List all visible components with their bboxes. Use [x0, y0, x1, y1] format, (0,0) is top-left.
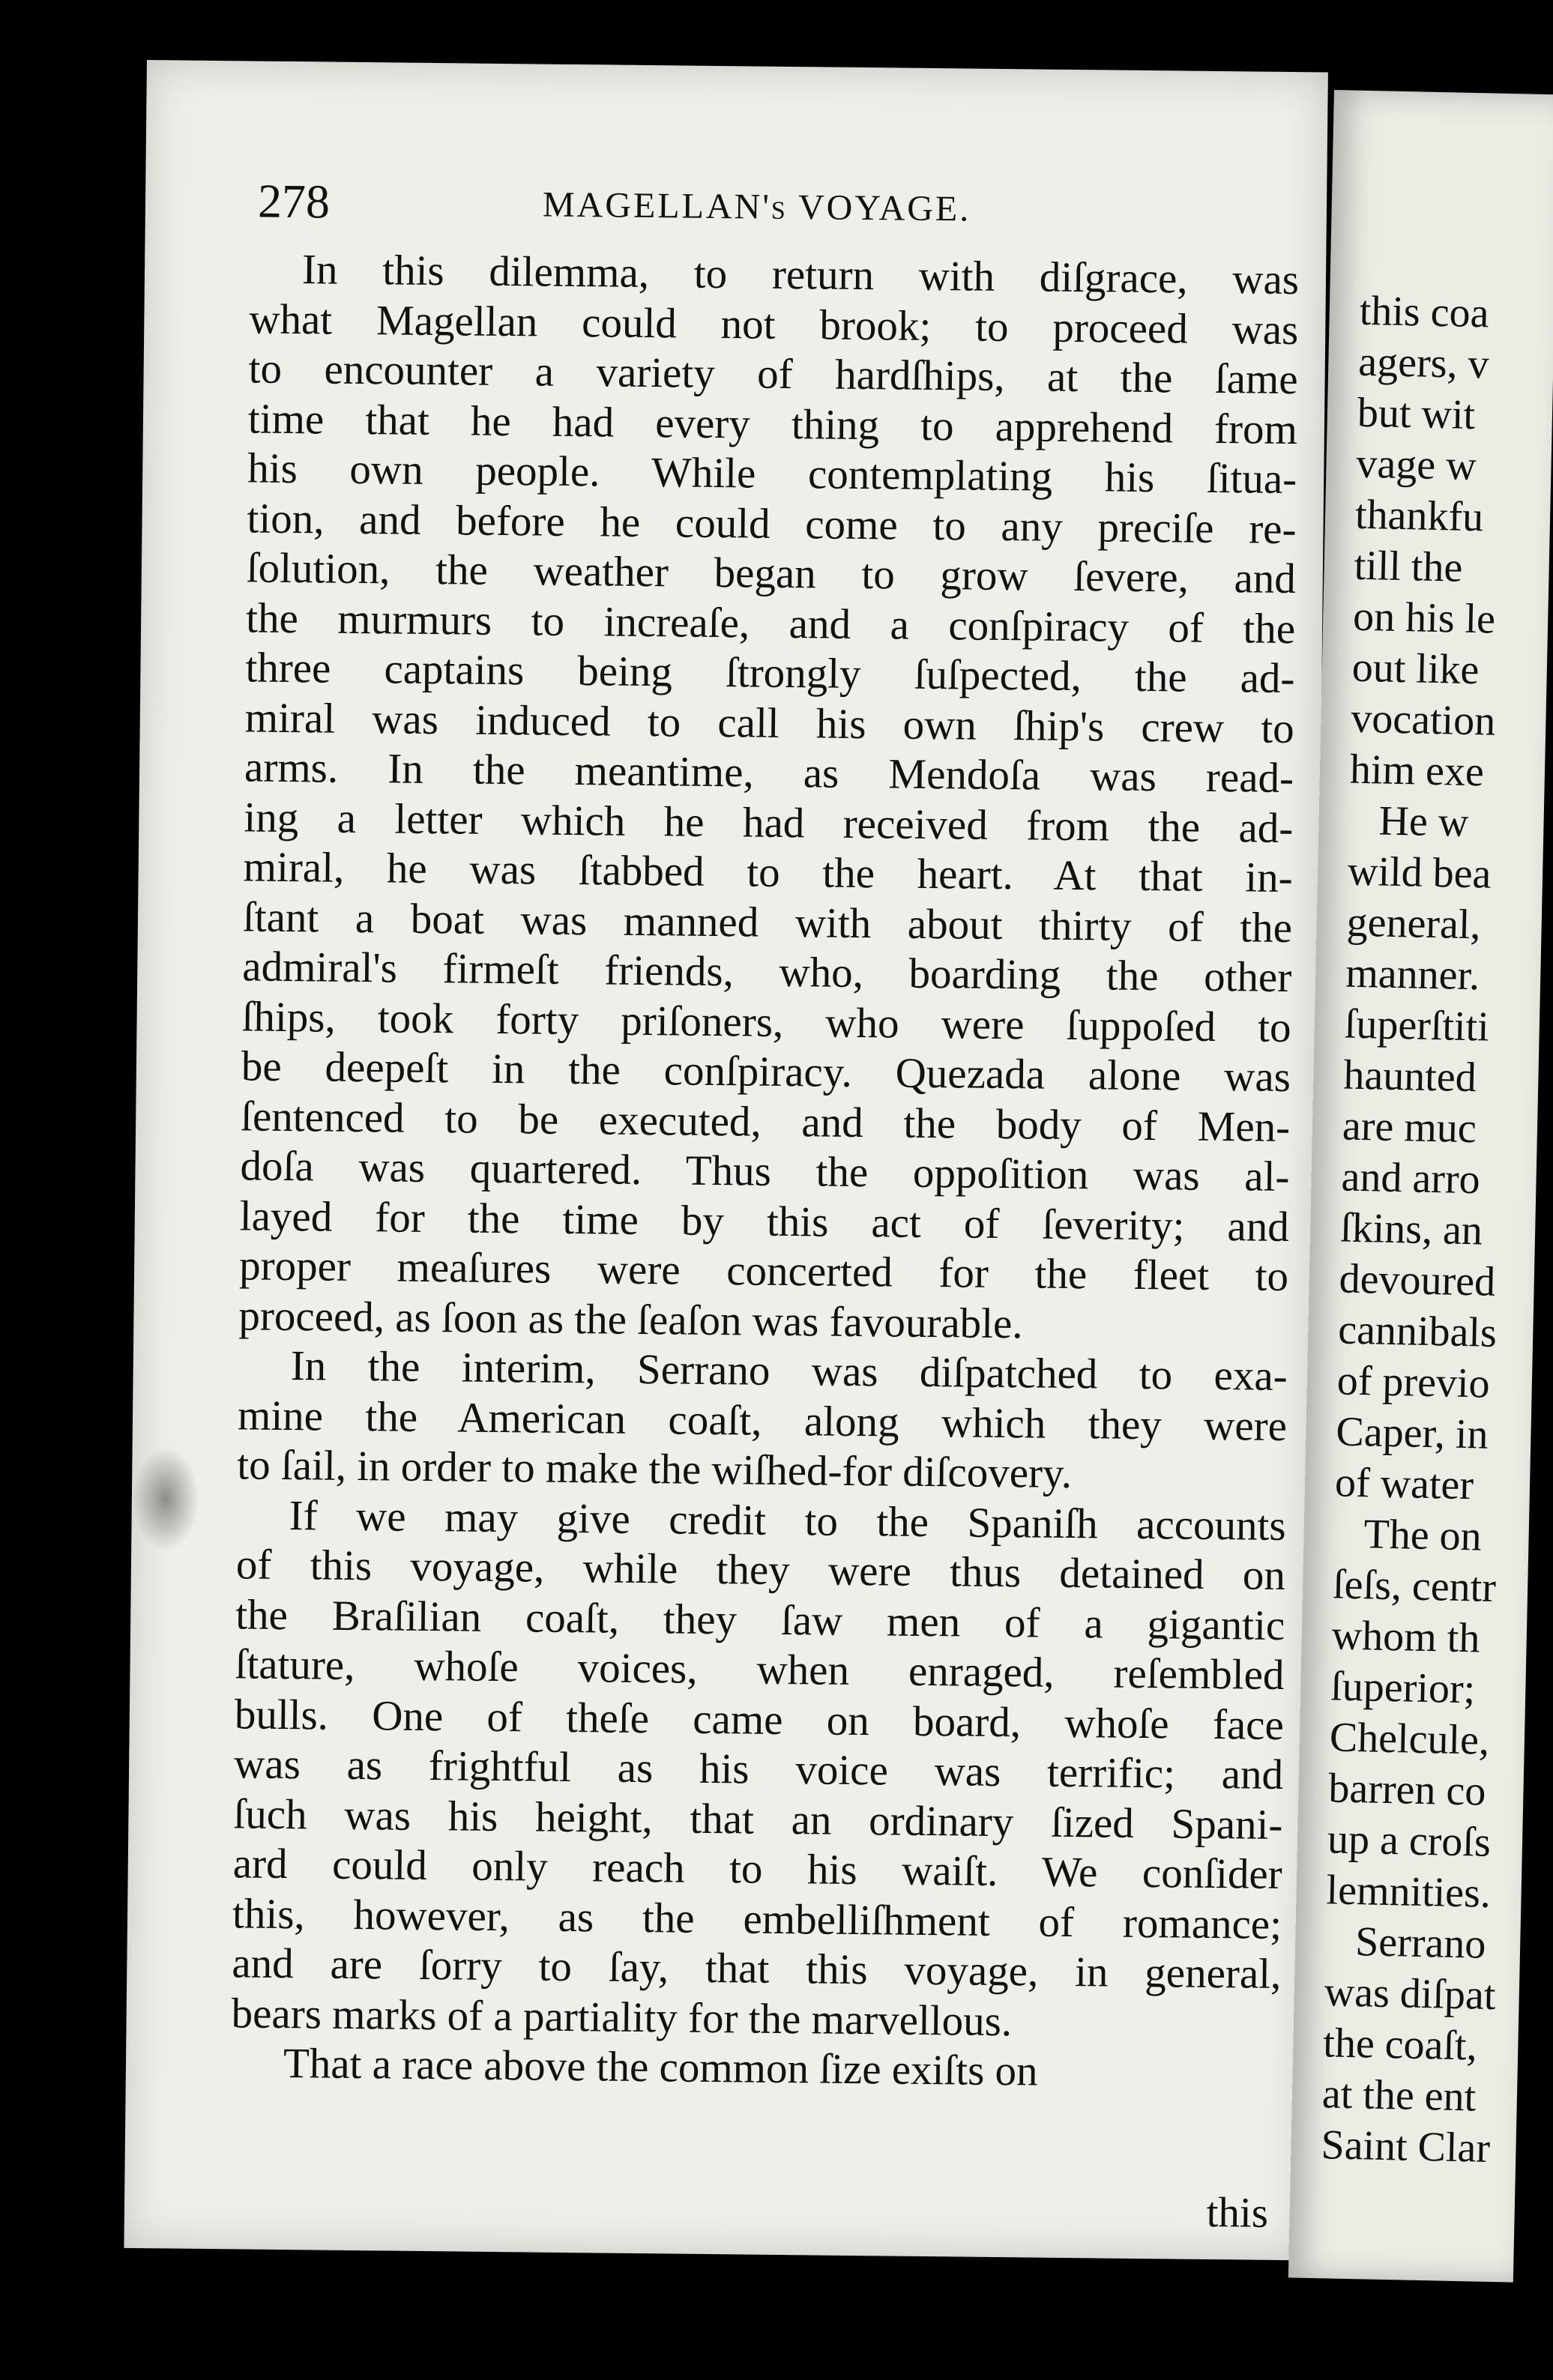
- facing-text-line: the coaſt,: [1322, 2020, 1478, 2070]
- body-text: [231, 244, 1300, 2099]
- facing-text-line: up a croſs: [1327, 1816, 1492, 1866]
- facing-text-line: Serrano: [1354, 1918, 1487, 1968]
- facing-text-line: haunted: [1342, 1051, 1477, 1102]
- text-line: ard could only reach to his waiſt. We conſider: [232, 1840, 1283, 1898]
- text-line: tion, and before he could come to any preciſe re-: [247, 494, 1297, 553]
- text-line: was as frightful as his voice was terrific; and: [233, 1740, 1284, 1799]
- text-line: miral, he was ſtabbed to the heart. At that in-: [243, 843, 1293, 902]
- facing-text-line: vocation: [1350, 695, 1496, 745]
- facing-text-line: ſuperior;: [1330, 1663, 1476, 1713]
- text-line: his own people. While contemplating his ſitua-: [247, 444, 1297, 504]
- facing-text-line: Saint Clar: [1320, 2121, 1491, 2172]
- text-line: In this dilemma, to return with diſgrace, was: [301, 246, 1300, 304]
- text-line: doſa was quartered. Thus the oppoſition was al-: [240, 1142, 1290, 1201]
- text-line: That a race above the common ſize exiſts on: [283, 2040, 1038, 2095]
- facing-text-line: lemnities.: [1326, 1867, 1492, 1917]
- facing-text-line: manner.: [1345, 949, 1480, 1000]
- text-line: ſtant a boat was manned with about thirty of the: [242, 892, 1293, 952]
- facing-text-line: him exe: [1349, 746, 1485, 796]
- text-line: In the interim, Serrano was diſpatched to exa-: [290, 1342, 1288, 1401]
- facing-text-line: of water: [1334, 1459, 1474, 1509]
- page-header: [258, 174, 1270, 244]
- text-line: ing a letter which he had received from the ad-: [244, 793, 1294, 852]
- ink-smudge: [131, 1446, 199, 1552]
- facing-text-line: Caper, in: [1335, 1408, 1489, 1458]
- text-line: admiral's firmeſt friends, who, boarding the other: [242, 943, 1292, 1002]
- facing-text-line: agers, v: [1357, 338, 1490, 388]
- facing-text-line: till the: [1354, 542, 1463, 591]
- facing-text-line: wild bea: [1347, 848, 1492, 898]
- facing-text-line: of previo: [1336, 1357, 1491, 1407]
- facing-text-line: ſeſs, centr: [1332, 1561, 1497, 1611]
- facing-text-line: devoured: [1339, 1255, 1496, 1305]
- text-line: ſuch was his height, that an ordinary ſized Spani-: [233, 1789, 1283, 1849]
- facing-text-line: out like: [1351, 644, 1480, 694]
- text-line: and are ſorry to ſay, that this voyage, in general,: [232, 1939, 1282, 1998]
- facing-text-line: on his le: [1352, 593, 1496, 643]
- text-line: to ſail, in order to make the wiſhed-for diſcovery.: [237, 1441, 1073, 1498]
- facing-text-line: vage w: [1355, 440, 1477, 490]
- text-line: proper meaſures were concerted for the fleet to: [238, 1242, 1289, 1301]
- text-line: the murmurs to increaſe, and a conſpiracy of the: [245, 594, 1296, 653]
- text-line: layed for the time by this act of ſeverity; and: [239, 1191, 1290, 1251]
- text-line: bears marks of a partiality for the marvellous.: [231, 1989, 1013, 2045]
- text-line: this, however, as the embelliſhment of romance;: [232, 1889, 1282, 1948]
- text-line: ſolution, the weather began to grow ſevere, and: [246, 544, 1297, 603]
- page-number: 278: [257, 174, 331, 229]
- facing-text-line: was diſpat: [1324, 1969, 1497, 2020]
- text-line: be deepeſt in the conſpiracy. Quezada alone was: [241, 1042, 1291, 1102]
- catchword: this: [1206, 2188, 1269, 2237]
- facing-text-line: are muc: [1342, 1102, 1477, 1153]
- left-page: [124, 60, 1327, 2260]
- text-line: time that he had every thing to apprehend from: [247, 394, 1298, 453]
- text-line: the Braſilian coaſt, they ſaw men of a gigantic: [235, 1590, 1285, 1649]
- running-title: MAGELLAN's VOYAGE.: [542, 184, 971, 229]
- facing-text-line: and arro: [1340, 1153, 1481, 1203]
- facing-text-line: whom th: [1331, 1612, 1480, 1662]
- facing-page: [1288, 90, 1553, 2283]
- text-line: proceed, as ſoon as the ſeaſon was favourable.: [238, 1291, 1023, 1347]
- text-line: three captains being ſtrongly ſuſpected, the ad-: [245, 644, 1295, 703]
- text-line: If we may give credit to the Spaniſh accounts: [289, 1491, 1286, 1550]
- facing-text-line: this coa: [1359, 287, 1490, 337]
- facing-text-line: He w: [1378, 797, 1469, 846]
- facing-page-text: [1321, 286, 1553, 2175]
- facing-text-line: ſuperſtiti: [1344, 1000, 1490, 1051]
- text-line: arms. In the meantime, as Mendoſa was read-: [244, 743, 1294, 803]
- facing-text-line: Chelcule,: [1329, 1714, 1490, 1764]
- text-line: mine the American coaſt, along which they were: [237, 1391, 1288, 1450]
- facing-text-line: at the ent: [1321, 2071, 1477, 2121]
- facing-text-line: cannibals: [1337, 1306, 1498, 1356]
- text-line: bulls. One of theſe came on board, whoſe face: [234, 1690, 1285, 1749]
- facing-text-line: barren co: [1327, 1765, 1487, 1815]
- text-line: miral was induced to call his own ſhip's crew to: [244, 693, 1295, 752]
- text-line: ſentenced to be executed, and the body of Men-: [240, 1092, 1291, 1151]
- text-line: ſhips, took forty priſoners, who were ſuppoſed to: [241, 992, 1291, 1051]
- text-line: ſtature, whoſe voices, when enraged, reſembled: [235, 1640, 1285, 1700]
- facing-text-line: but wit: [1357, 389, 1476, 439]
- text-line: to encounter a variety of hardſhips, at the ſame: [248, 345, 1298, 404]
- facing-text-line: thankfu: [1354, 491, 1484, 541]
- facing-text-line: ſkins, an: [1339, 1204, 1483, 1254]
- facing-text-line: The on: [1363, 1511, 1483, 1560]
- text-line: of this voyage, while they were thus detained on: [235, 1541, 1286, 1600]
- text-line: what Magellan could not brook; to proceed was: [249, 295, 1299, 354]
- facing-text-line: general,: [1346, 898, 1482, 949]
